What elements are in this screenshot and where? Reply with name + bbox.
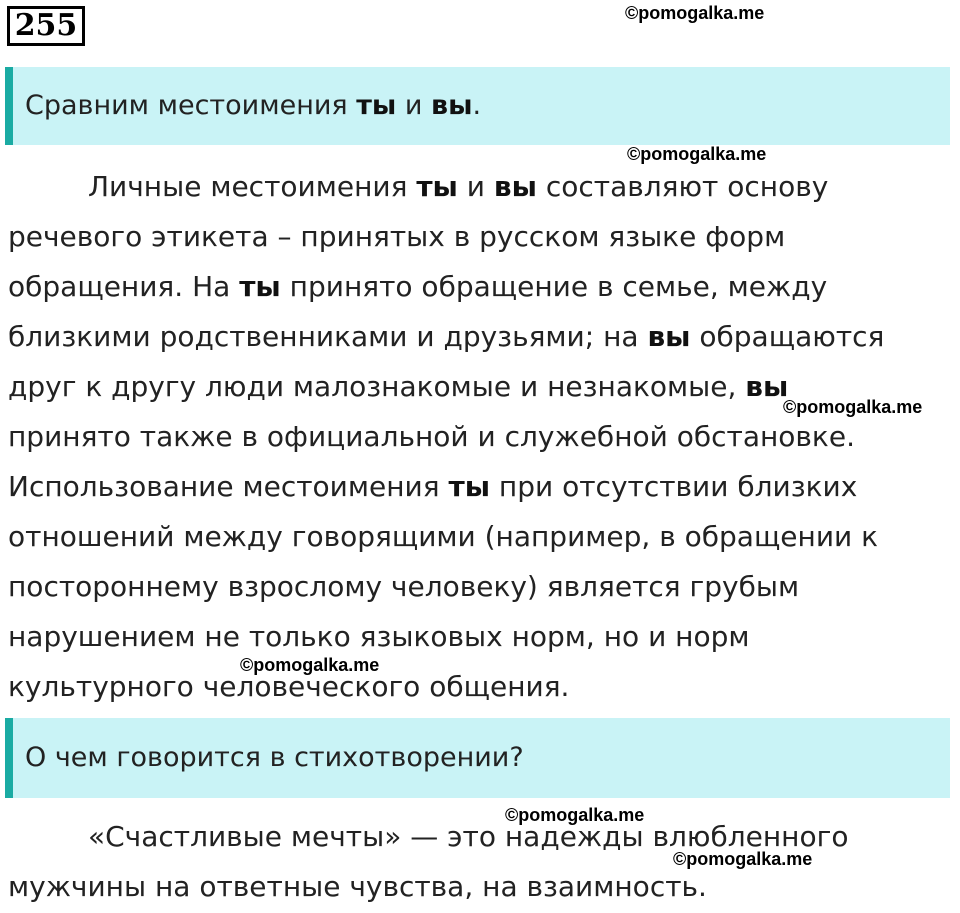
text-line: близкими родственниками и друзьями; на вы обращаются: [8, 320, 885, 353]
task-number: 255: [7, 6, 85, 46]
text-line: обращения. На ты принято обращение в семье, между: [8, 270, 828, 303]
text-line: постороннему взрослому человеку) является грубым: [8, 570, 800, 603]
heading-text: и: [396, 90, 432, 121]
section-heading: О чем говорится в стихотворении?: [5, 718, 950, 798]
heading-text: .: [472, 90, 482, 121]
watermark: ©pomogalka.me: [240, 655, 380, 675]
text-line: культурного человеческого общения.: [8, 670, 570, 703]
text-line: нарушением не только языковых норм, но и норм: [8, 620, 750, 653]
text-line: отношений между говорящими (например, в обращении к: [8, 520, 879, 553]
text-line: мужчины на ответные чувства, на взаимность.: [8, 870, 707, 903]
text-line: друг к другу люди малознакомые и незнакомые, вы: [8, 370, 789, 403]
text-line: Использование местоимения ты при отсутствии близких: [8, 470, 858, 503]
watermark: ©pomogalka.me: [625, 3, 765, 23]
text-line: Личные местоимения ты и вы составляют основу: [88, 170, 829, 203]
watermark: ©pomogalka.me: [673, 849, 813, 869]
watermark: ©pomogalka.me: [627, 144, 767, 164]
text-line: «Счастливые мечты» — это надежды влюбленного: [88, 820, 849, 853]
heading-bold-word: вы: [431, 90, 473, 121]
heading-text: Сравним местоимения: [25, 90, 357, 121]
text-line: принято также в официальной и служебной обстановке.: [8, 420, 855, 453]
heading-bold-word: ты: [356, 90, 397, 121]
paragraph: [8, 162, 956, 712]
watermark: ©pomogalka.me: [505, 805, 645, 825]
watermark: ©pomogalka.me: [783, 397, 923, 417]
section-heading: [5, 67, 950, 145]
text-line: речевого этикета – принятых в русском языке форм: [8, 220, 786, 253]
paragraph: [8, 812, 956, 912]
